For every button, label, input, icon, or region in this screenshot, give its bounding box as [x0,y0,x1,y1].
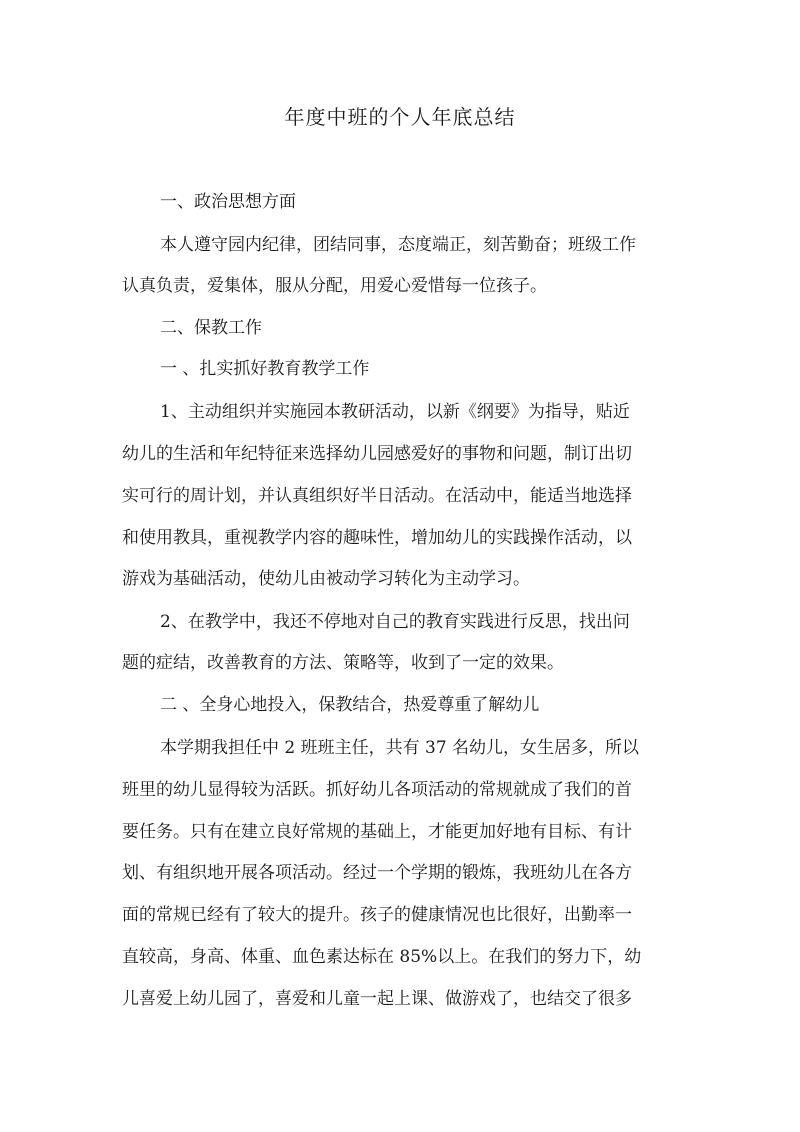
document-title: 年度中班的个人年底总结 [284,105,516,129]
paragraph-line: 游戏为基础活动，使幼儿由被动学习转化为主动学习。 [122,569,530,589]
paragraph-line: 直较高，身高、体重、血色素达标在 85%以上。在我们的努力下，幼 [122,947,642,967]
paragraph-line: 幼儿的生活和年纪特征来选择幼儿园感爱好的事物和问题，制订出切 [122,444,632,464]
paragraph-line: 实可行的周计划，并认真组织好半日活动。在活动中，能适当地选择 [122,486,632,506]
subsection-heading-education: 一 、扎实抓好教育教学工作 [160,359,370,379]
subsection-heading-care: 二 、全身心地投入，保教结合，热爱尊重了解幼儿 [160,695,540,715]
paragraph-line: 班里的幼儿显得较为活跃。抓好幼儿各项活动的常规就成了我们的首 [122,780,632,800]
paragraph-line: 本学期我担任中 2 班班主任，共有 37 名幼儿，女生居多，所以 [160,738,640,758]
paragraph-line: 1、主动组织并实施园本教研活动，以新《纲要》为指导，贴近 [160,402,630,422]
section-heading-teaching: 二、保教工作 [160,318,262,338]
paragraph-line: 2、在教学中，我还不停地对自己的教育实践进行反思，找出问 [160,612,630,632]
paragraph-line: 要任务。只有在建立良好常规的基础上，才能更加好地有目标、有计 [122,822,632,842]
paragraph-line: 儿喜爱上幼儿园了，喜爱和儿童一起上课、做游戏了，也结交了很多 [122,989,632,1009]
paragraph-line: 面的常规已经有了较大的提升。孩子的健康情况也比很好，出勤率一 [122,905,632,925]
section-heading-politics: 一、政治思想方面 [160,192,296,212]
paragraph-line: 划、有组织地开展各项活动。经过一个学期的锻炼，我班幼儿在各方 [122,863,632,883]
paragraph-line: 和使用教具，重视教学内容的趣味性，增加幼儿的实践操作活动，以 [122,528,632,548]
paragraph-line: 认真负责，爱集体，服从分配，用爱心爱惜每一位孩子。 [122,276,547,296]
paragraph-line: 本人遵守园内纪律，团结同事，态度端正，刻苦勤奋；班级工作 [160,235,636,255]
paragraph-line: 题的症结，改善教育的方法、策略等，收到了一定的效果。 [122,653,564,673]
